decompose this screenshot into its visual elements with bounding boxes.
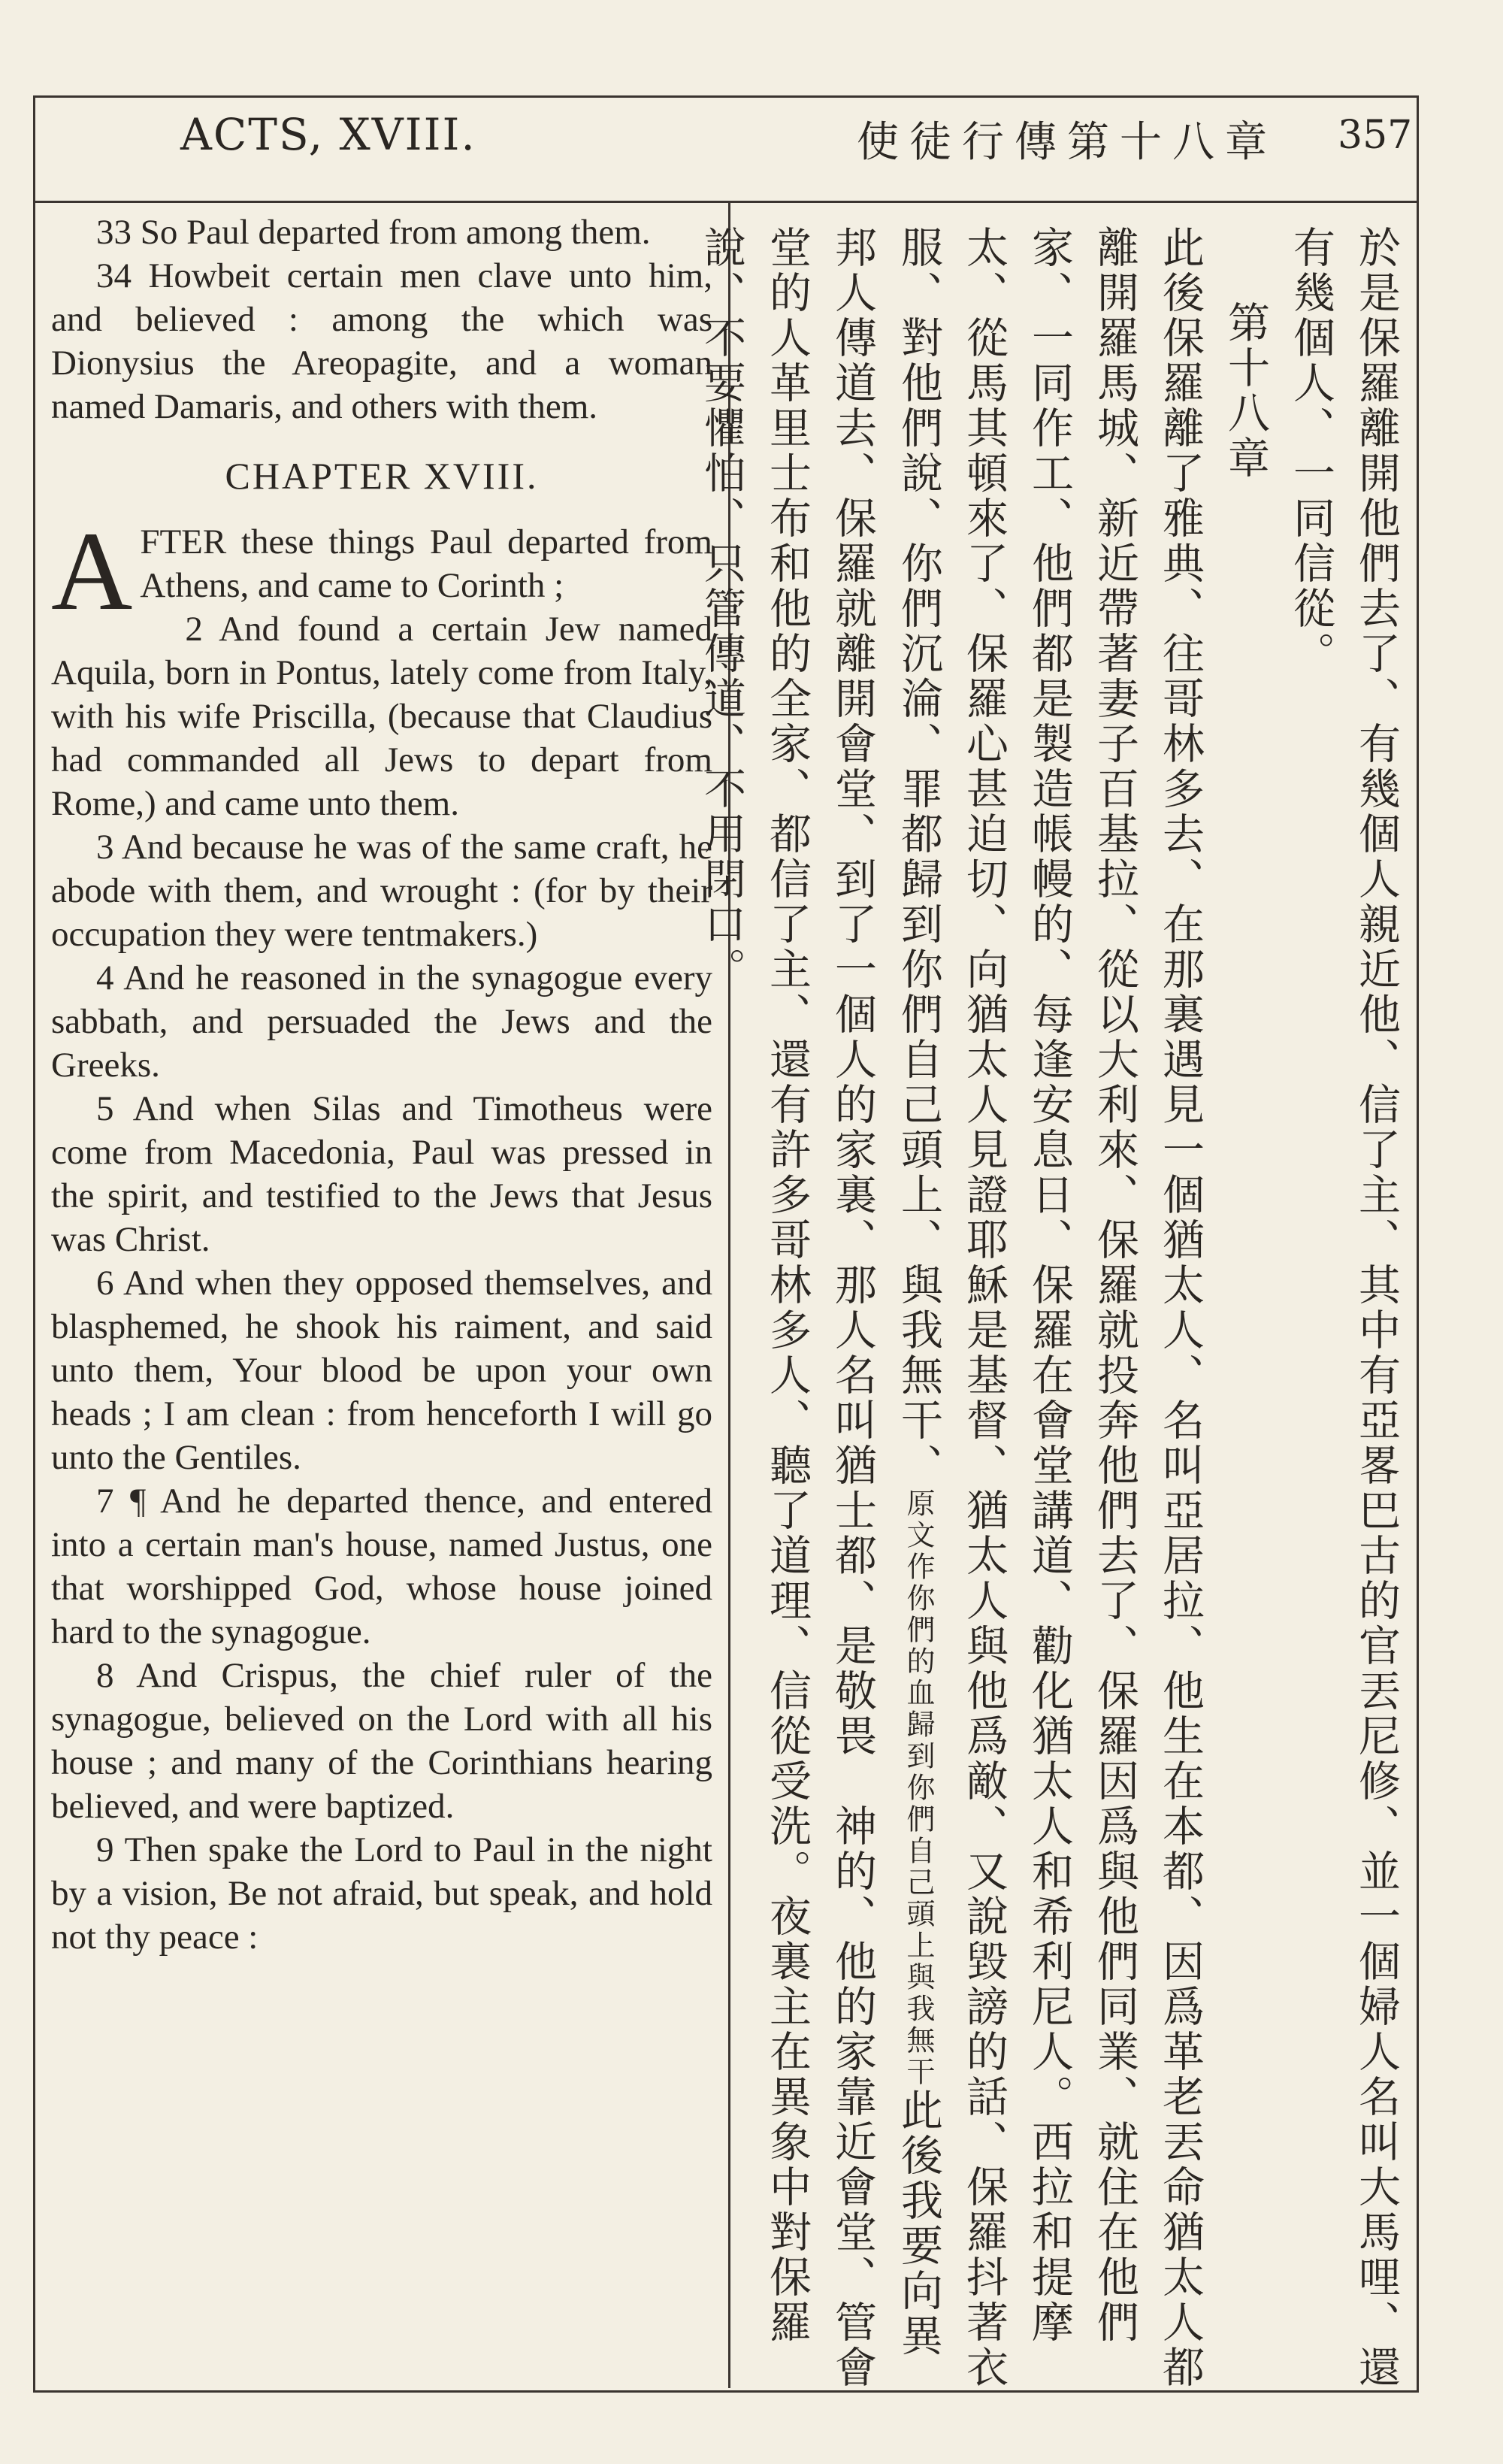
page-number: 357 [1338, 113, 1413, 158]
chinese-passage-2-text: 此後保羅離了雅典、往哥林多去、在那裏遇見一個猶太人、名叫亞居拉、他生在本都、因爲革老丟命猶太人都離開羅馬城、新近帶著妻子百基拉、從以大利來、保羅就投奔他們去了、保羅因爲與他們同業、就住在他們家、一同作工、他們都是製造帳幔的、每逢安息日、保羅在會堂講道、勸化猶太人和希利尼人。西拉和提摩太、從馬其頓來了、保羅心甚迫切、向猶太人見證耶穌是基督、猶太人與他爲敵、又說毀謗的話、保羅抖著衣服、對他們說、你們沉淪、罪都歸到你們自己頭上、與我無干、 [894, 226, 1205, 2390]
chapter-title-english: CHAPTER XVIII. [225, 455, 539, 497]
verse-1-text: FTER these things Paul departed from Athens, and came to Corinth ; [140, 522, 712, 605]
chinese-column [697, 226, 1409, 2390]
chapter-title-chinese: 第十八章 [1221, 301, 1270, 481]
chinese-footnote: 原文作你們的血歸到你們自己頭上與我無干 [902, 1488, 935, 2088]
verse-34: 34 Howbeit certain men clave unto him, and believed : among the which was Dionysius the Areopagite, and a woman named Damaris, and others with them. [51, 256, 712, 426]
running-head-english: ACTS, XVIII. [180, 109, 476, 160]
drop-cap: A [51, 509, 133, 634]
verse-9: 9 Then spake the Lord to Paul in the night by a vision, Be not afraid, but speak, and hold not thy peace : [51, 1830, 712, 1957]
verse-2: 2 And found a certain Jew named Aquila, born in Pontus, lately come from Italy, with his wife Priscilla, (because that Claudius had commanded all Jews to depart from Rome,) and came unto them. [51, 610, 712, 823]
chinese-passage-2 [689, 226, 1213, 2390]
verse-8: 8 And Crispus, the chief ruler of the synagogue, believed on the Lord with all his house ; and many of the Corinthians hearing believed, and were baptized. [51, 1656, 712, 1826]
verse-33: 33 So Paul departed from among them. [96, 213, 651, 252]
verse-1 [51, 509, 712, 634]
header-divider [33, 201, 1419, 203]
verse-6: 6 And when they opposed themselves, and blasphemed, he shook his raiment, and said unto them, Your blood be upon your own heads ; I am clean : from henceforth I will go unto the Gentiles. [51, 1264, 712, 1477]
verse-4: 4 And he reasoned in the synagogue every sabbath, and persuaded the Jews and the Greeks. [51, 958, 712, 1085]
verse-7: 7 ¶ And he departed thence, and entered into a certain man's house, named Justus, one that worshipped God, whose house joined hard to the synagogue. [51, 1482, 712, 1651]
chinese-passage-3-text: 此後我要向異邦人傳道去、保羅就離開會堂、到了一個人的家裏、那人名叫猶士都、是敬畏 神的、他的家靠近會堂、管會堂的人革里士布和他的全家、都信了主、還有許多哥林多人、聽了道理、信從受洗。夜裏主在異象中對保羅說、不要懼怕、只管傳道、不用閉口。 [697, 226, 943, 2390]
verse-5: 5 And when Silas and Timotheus were come from Macedonia, Paul was pressed in the spirit, and testified to the Jews that Jesus was Christ. [51, 1089, 712, 1259]
running-head-chinese: 使徒行傳第十八章 [857, 118, 1278, 167]
english-column [51, 210, 712, 1959]
verse-3: 3 And because he was of the same craft, he abode with them, and wrought : (for by their occupation they were tentmakers.) [51, 828, 712, 954]
chinese-passage-1: 於是保羅離開他們去了、有幾個人親近他、信了主、其中有亞畧巴古的官丟尼修、並一個婦人名叫大馬哩、還有幾個人、一同信從。 [1287, 226, 1401, 2390]
